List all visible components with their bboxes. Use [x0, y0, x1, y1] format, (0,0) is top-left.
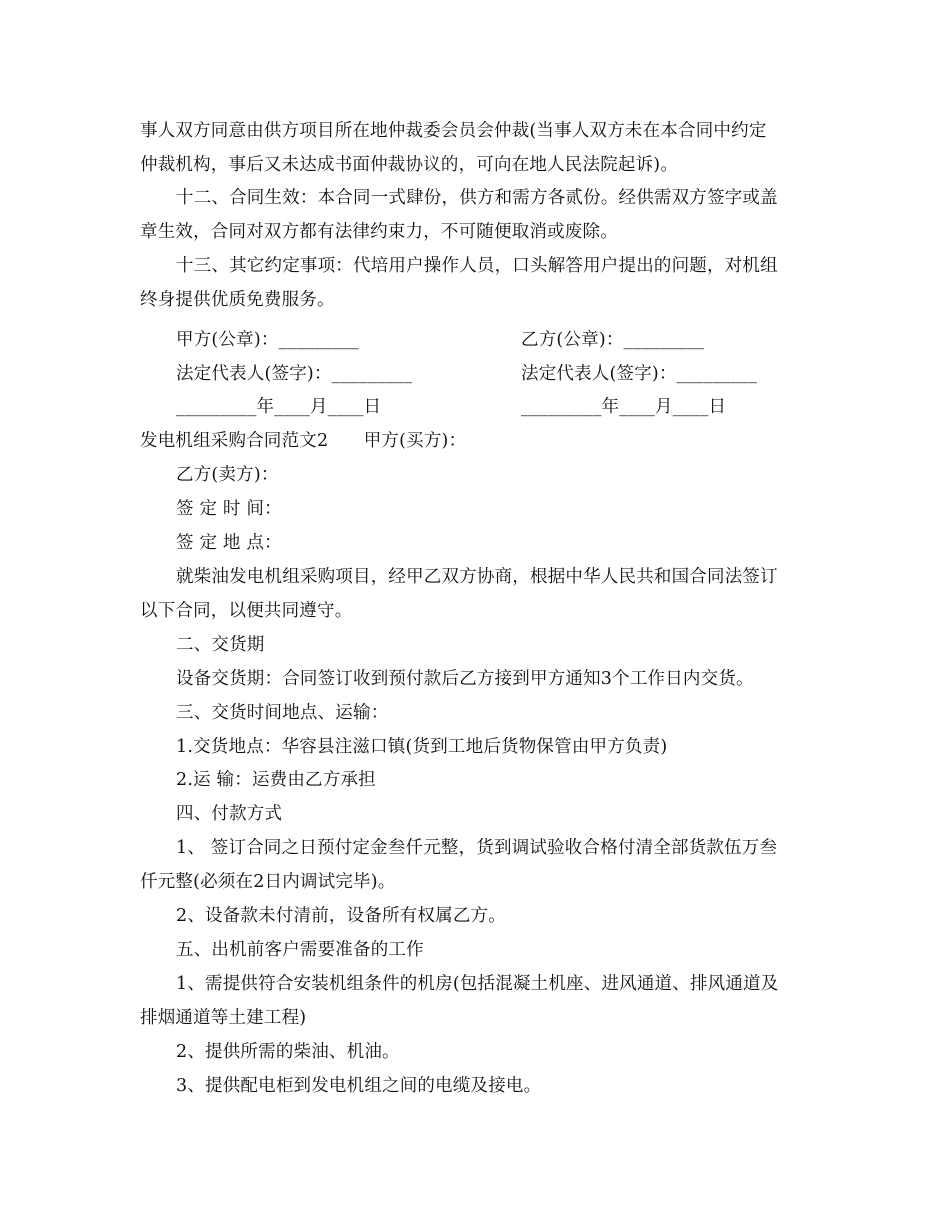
- section-heading: 三、交货时间地点、运输：: [176, 703, 389, 723]
- section-heading: 四、付款方式: [176, 804, 283, 824]
- paragraph-line: 事人双方同意由供方项目所在地仲裁委会员会仲裁(当事人双方未在本合同中约定: [140, 121, 767, 141]
- party-b-seal-field: 乙方(公章)：_________: [521, 330, 705, 350]
- list-item: 2、设备款未付清前，设备所有权属乙方。: [176, 906, 506, 926]
- list-item: 1、需提供符合安装机组条件的机房(包括混凝土机座、进风通道、排风通道及: [176, 974, 779, 994]
- paragraph-line: 就柴油发电机组采购项目，经甲乙双方协商，根据中华人民共和国合同法签订: [176, 567, 778, 587]
- paragraph-line: 设备交货期：合同签订收到预付款后乙方接到甲方通知3个工作日内交货。: [176, 669, 754, 689]
- section-heading: 发电机组采购合同范文2 甲方(买方)：: [140, 431, 467, 451]
- contract-field: 签 定 地 点：: [176, 533, 282, 553]
- list-item: 2、提供所需的柴油、机油。: [176, 1042, 400, 1062]
- section-heading: 二、交货期: [176, 635, 265, 655]
- party-b-representative-field: 法定代表人(签字)：_________: [521, 364, 758, 384]
- list-item: 3、提供配电柜到发电机组之间的电缆及接电。: [176, 1076, 542, 1096]
- paragraph-line: 十三、其它约定事项：代培用户操作人员，口头解答用户提出的问题，对机组: [176, 256, 778, 276]
- paragraph-line: 仟元整(必须在2日内调试完毕)。: [140, 872, 396, 892]
- paragraph-line: 终身提供优质免费服务。: [140, 290, 335, 310]
- paragraph-line: 章生效，合同对双方都有法律约束力，不可随便取消或废除。: [140, 222, 618, 242]
- contract-field: 签 定 时 间：: [176, 499, 282, 519]
- paragraph-line: 以下合同，以便共同遵守。: [140, 601, 353, 621]
- paragraph-line: 排烟通道等土建工程): [140, 1008, 307, 1028]
- list-item: 1、 签订合同之日预付定金叁仟元整，货到调试验收合格付清全部货款伍万叁: [176, 838, 778, 858]
- paragraph-line: 十二、合同生效：本合同一式肆份，供方和需方各贰份。经供需双方签字或盖: [176, 188, 778, 208]
- contract-field: 乙方(卖方)：: [176, 465, 279, 485]
- party-a-representative-field: 法定代表人(签字)：_________: [176, 364, 413, 384]
- party-b-date-field: _________年____月____日: [521, 397, 727, 417]
- party-a-date-field: _________年____月____日: [176, 397, 382, 417]
- paragraph-line: 仲裁机构，事后又未达成书面仲裁协议的，可向在地人民法院起诉)。: [140, 155, 679, 175]
- section-heading: 五、出机前客户需要准备的工作: [176, 940, 424, 960]
- list-item: 1.交货地点：华容县注滋口镇(货到工地后货物保管由甲方负责): [176, 737, 668, 757]
- party-a-seal-field: 甲方(公章)：_________: [176, 330, 360, 350]
- list-item: 2.运 输：运费由乙方承担: [176, 770, 376, 790]
